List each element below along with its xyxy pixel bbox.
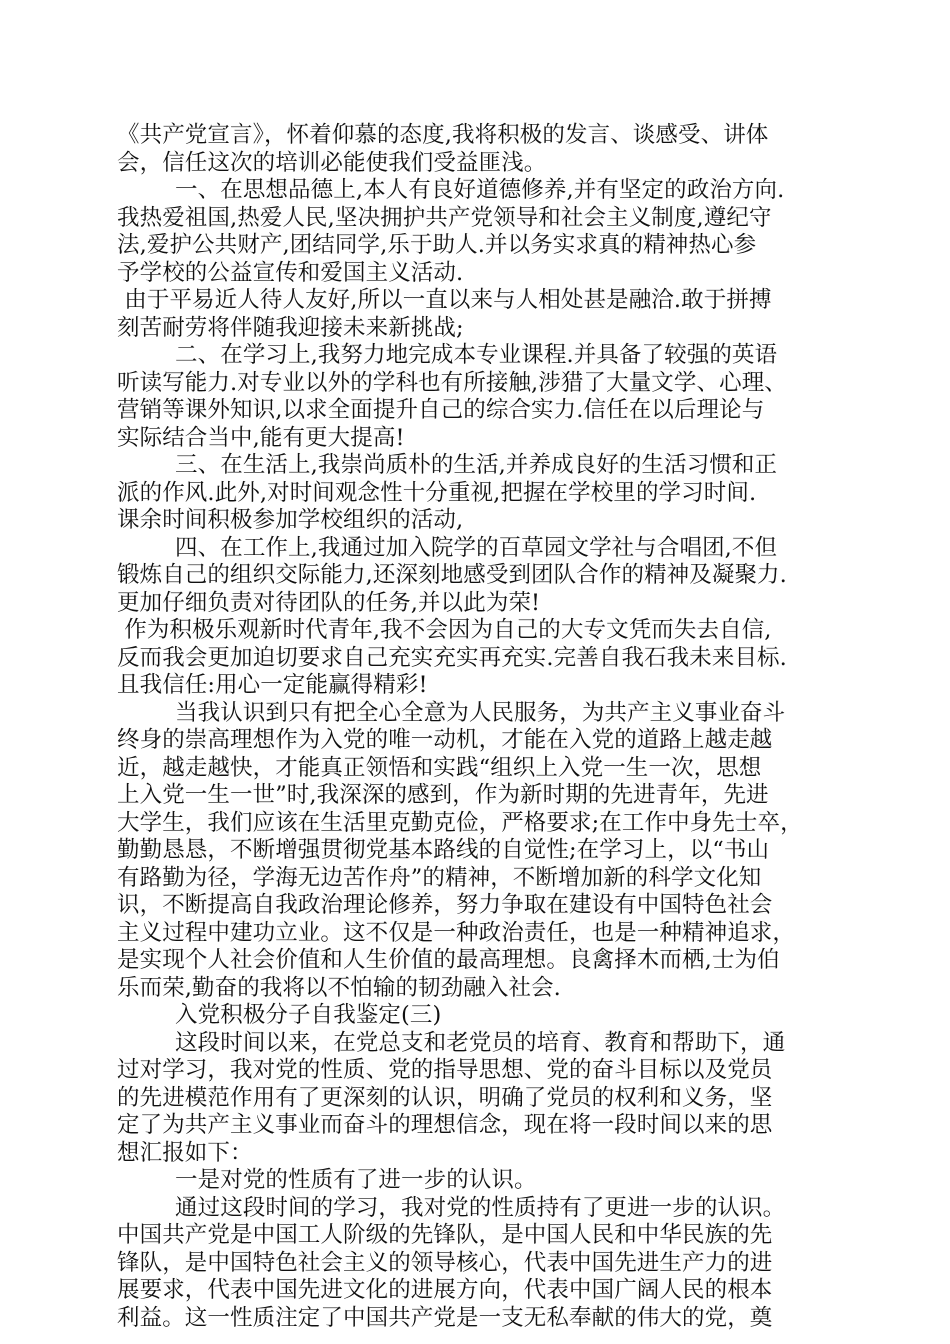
text-line: 二、在学习上,我努力地完成本专业课程.并具备了较强的英语 [117,342,778,368]
text-line: 过对学习，我对党的性质、党的指导思想、党的奋斗目标以及党员 [117,1057,773,1083]
text-line: 识，不断提高自我政治理论修养，努力争取在建设有中国特色社会 [117,892,773,918]
text-line: 刻苦耐劳将伴随我迎接未来新挑战; [117,314,464,341]
text-line: 反而我会更加迫切要求自己充实充实再充实.完善自我石我未来目标. [117,644,787,671]
text-line: 一、在思想品德上,本人有良好道德修养,并有坚定的政治方向. [117,177,785,203]
text-line: 利益。这一性质注定了中国共产党是一支无私奉献的伟大的党，奠 [117,1304,773,1331]
text-line: 派的作风.此外,对时间观念性十分重视,把握在学校里的学习时间. [117,479,757,506]
text-line: 展要求，代表中国先进文化的进展方向，代表中国广阔人民的根本 [117,1277,773,1303]
section-heading: 入党积极分子自我鉴定(三) [117,1002,442,1028]
text-line: 营销等课外知识,以求全面提升自己的综合实力.信任在以后理论与 [117,397,765,423]
text-line: 作为积极乐观新时代青年,我不会因为自己的大专文凭而失去自信, [117,617,772,643]
text-line: 且我信任:用心一定能赢得精彩! [117,672,428,698]
text-line: 想汇报如下： [117,1139,253,1166]
text-line: 的先进模范作用有了更深刻的认识，明确了党员的权利和义务，坚 [117,1084,773,1111]
text-line: 勤勤恳恳，不断增强贯彻党基本路线的自觉性;在学习上，以“书山 [117,837,770,863]
text-line: 课余时间积极参加学校组织的活动, [117,507,464,533]
text-line: 法,爱护公共财产,团结同学,乐于助人.并以务实求真的精神热心参 [117,232,757,258]
text-line: 大学生，我们应该在生活里克勤克俭，严格要求;在工作中身先士卒， [117,809,803,836]
text-line: 予学校的公益宣传和爱国主义活动. [117,259,464,286]
text-line: 主义过程中建功立业。这不仅是一种政治责任，也是一种精神追求， [117,919,796,946]
text-line: 定了为共产主义事业而奋斗的理想信念，现在将一段时间以来的思 [117,1112,773,1138]
text-line: 听读写能力.对专业以外的学科也有所接触,涉猎了大量文学、心理、 [117,369,787,396]
text-line: 这段时间以来，在党总支和老党员的培育、教育和帮助下，通 [117,1029,786,1056]
text-line: 近，越走越快，才能真正领悟和实践“组织上入党一生一次，思想 [117,754,762,781]
document-body [117,122,837,1332]
text-line: 《共产党宣言》，怀着仰慕的态度,我将积极的发言、谈感受、讲体 [117,122,769,148]
text-line: 当我认识到只有把全心全意为人民服务，为共产主义事业奋斗 [117,699,786,726]
text-line: 实际结合当中,能有更大提高! [117,424,405,451]
text-line: 锋队，是中国特色社会主义的领导核心，代表中国先进生产力的进 [117,1249,773,1276]
text-line: 由于平易近人待人友好,所以一直以来与人相处甚是融洽.敢于拼搏 [117,287,772,313]
text-line: 更加仔细负责对待团队的任务,并以此为荣! [117,589,541,616]
text-line: 乐而荣,勤奋的我将以不怕输的韧劲融入社会. [117,974,561,1001]
subsection-heading: 一是对党的性质有了进一步的认识。 [117,1167,537,1193]
text-line: 有路勤为径，学海无边苦作舟”的精神，不断增加新的科学文化知 [117,864,762,891]
text-line: 中国共产党是中国工人阶级的先锋队，是中国人民和中华民族的先 [117,1222,773,1248]
text-line: 上入党一生一世”时,我深深的感到，作为新时期的先进青年，先进 [117,782,769,808]
text-line: 四、在工作上,我通过加入院学的百草园文学社与合唱团,不但 [117,534,778,561]
text-line: 通过这段时间的学习，我对党的性质持有了更进一步的认识。 [117,1194,786,1221]
text-line: 终身的崇高理想作为入党的唯一动机，才能在入党的道路上越走越 [117,727,773,753]
text-line: 会，信任这次的培训必能使我们受益匪浅。 [117,149,547,176]
text-line: 我热爱祖国,热爱人民,坚决拥护共产党领导和社会主义制度,遵纪守 [117,204,772,231]
text-line: 锻炼自己的组织交际能力,还深刻地感受到团队合作的精神及凝聚力. [117,562,787,588]
text-line: 是实现个人社会价值和人生价值的最高理想。良禽择木而栖,士为伯 [117,947,780,973]
text-line: 三、在生活上,我崇尚质朴的生活,并养成良好的生活习惯和正 [117,452,778,478]
